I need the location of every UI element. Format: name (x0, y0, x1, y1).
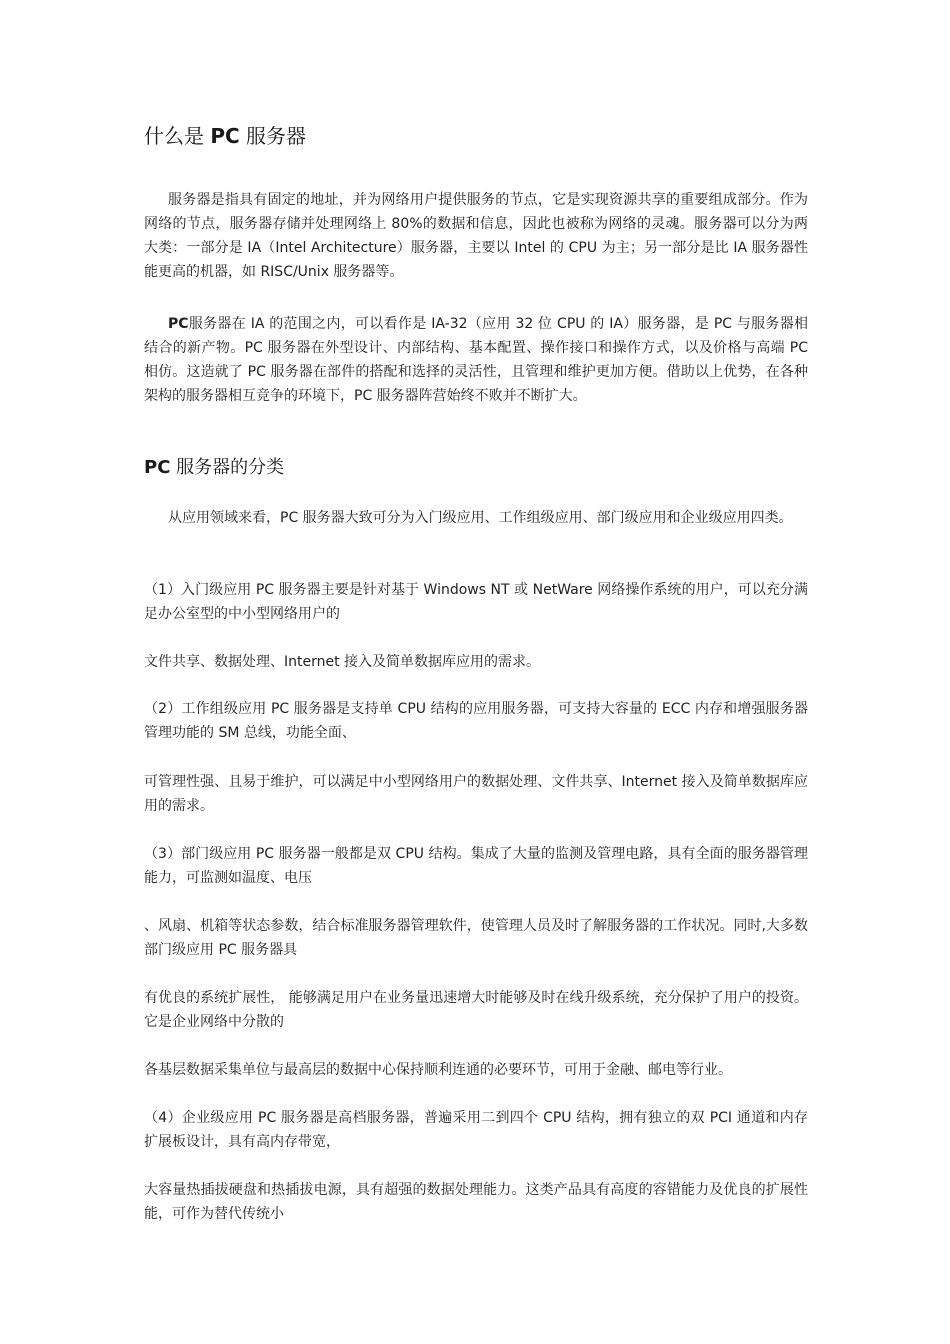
page-title-suffix: 服务器 (239, 124, 307, 148)
section-heading (144, 455, 284, 481)
entry-level-paragraph: （1）入门级应用 PC 服务器主要是针对基于 Windows NT 或 NetWare 网络操作系统的用户，可以充分满足办公室型的中小型网络用户的 (144, 582, 808, 622)
page-title (144, 122, 306, 150)
department-continued-1: 、风扇、机箱等状态参数，结合标准服务器管理软件，使管理人员及时了解服务器的工作状况。同时,大多数部门级应用 PC 服务器具 (144, 918, 808, 958)
page-title-prefix: 什么是 (144, 124, 211, 148)
section-heading-text: 服务器的分类 (170, 457, 285, 478)
enterprise-paragraph: （4）企业级应用 PC 服务器是高档服务器，普遍采用二到四个 CPU 结构，拥有独立的双 PCI 通道和内存扩展板设计，具有高内存带宽， (144, 1110, 808, 1150)
intro-paragraph-2-text: 服务器在 IA 的范围之内，可以看作是 IA-32（应用 32 位 CPU 的 IA）服务器，是 PC 与服务器相结合的新产物。PC 服务器在外型设计、内部结构、基本配置、操作接口和操作方式，以及价格与高端 PC 相仿。这造就了 PC 服务器在部件的搭配和选择的灵活性，且管理和维护更加方便。借助以上优势，在各种架构的服务器相互竞争的环境下，PC 服务器阵营始终不败并不断扩大。 (144, 316, 808, 404)
section-heading-bold: PC (144, 457, 171, 478)
overview-paragraph: 从应用领域来看，PC 服务器大致可分为入门级应用、工作组级应用、部门级应用和企业级应用四类。 (168, 510, 793, 526)
workgroup-continued: 可管理性强、且易于维护，可以满足中小型网络用户的数据处理、文件共享、Internet 接入及简单数据库应用的需求。 (144, 774, 808, 814)
intro-paragraph-1: 服务器是指具有固定的地址，并为网络用户提供服务的节点，它是实现资源共享的重要组成部分。作为网络的节点，服务器存储并处理网络上 80%的数据和信息，因此也被称为网络的灵魂。服务器可以分为两大类：一部分是 IA（Intel Architecture）服务器，主要以 Intel 的 CPU 为主；另一部分是比 IA 服务器性能更高的机器，如 RISC/Unix 服务器等。 (144, 192, 808, 280)
entry-level-continued: 文件共享、数据处理、Internet 接入及简单数据库应用的需求。 (144, 654, 541, 670)
intro-paragraph-2-lead: PC (168, 316, 189, 332)
department-continued-2: 有优良的系统扩展性， 能够满足用户在业务量迅速增大时能够及时在线升级系统，充分保护了用户的投资。它是企业网络中分散的 (144, 990, 808, 1030)
page-title-bold: PC (210, 124, 240, 148)
workgroup-paragraph: （2）工作组级应用 PC 服务器是支持单 CPU 结构的应用服务器，可支持大容量的 ECC 内存和增强服务器管理功能的 SM 总线，功能全面、 (144, 701, 808, 741)
intro-paragraph-2 (144, 312, 808, 408)
enterprise-continued: 大容量热插拔硬盘和热插拔电源，具有超强的数据处理能力。这类产品具有高度的容错能力及优良的扩展性能，可作为替代传统小 (144, 1182, 808, 1222)
department-paragraph: （3）部门级应用 PC 服务器一般都是双 CPU 结构。集成了大量的监测及管理电路，具有全面的服务器管理能力，可监测如温度、电压 (144, 846, 808, 886)
department-continued-3: 各基层数据采集单位与最高层的数据中心保持顺利连通的必要环节，可用于金融、邮电等行业。 (144, 1062, 732, 1078)
